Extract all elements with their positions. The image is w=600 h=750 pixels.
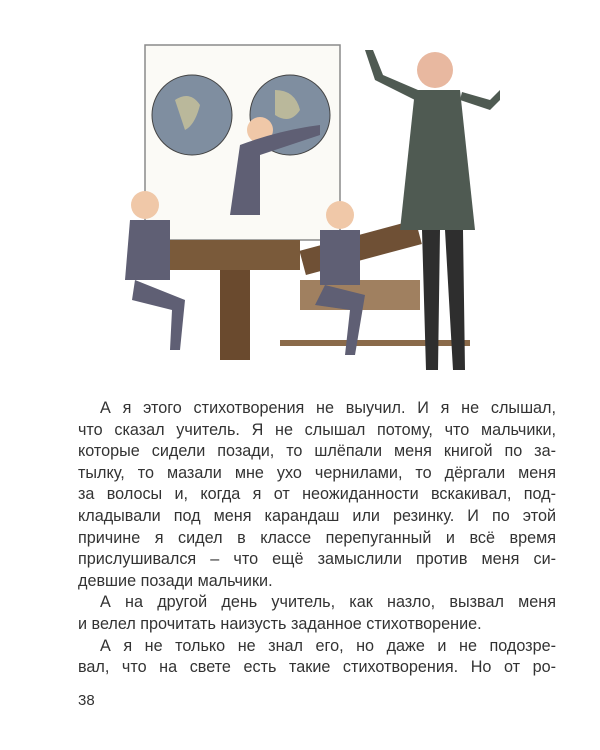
page-number: 38	[78, 692, 95, 709]
text-line: девшие позади мальчики.	[78, 571, 273, 590]
text-line: кладывали под меня карандаш или резинку. И по этой	[78, 506, 556, 525]
text-line: которые сидели позади, то шлёпали меня книгой по за-	[78, 442, 556, 461]
classroom-illustration	[100, 30, 500, 390]
text-line: причине я сидел в классе перепуганный и всё время	[78, 528, 556, 547]
text-line: А я этого стихотворения не выучил. И я не слышал,	[100, 399, 556, 417]
text-line: и велел прочитать наизусть заданное стихотворение.	[78, 614, 482, 633]
text-line: прислушивался – что ещё замыслили против меня си-	[78, 550, 556, 569]
text-line: А на другой день учитель, как назло, вызвал меня	[100, 593, 556, 612]
teacher	[365, 50, 500, 370]
desk-leg	[220, 270, 250, 360]
text-line: вал, что на свете есть такие стихотворения. Но от ро-	[78, 658, 556, 677]
text-line: что сказал учитель. Я не слышал потому, что мальчики,	[78, 420, 556, 439]
text-line: тылку, то мазали мне ухо чернилами, то дёргали меня	[78, 463, 556, 482]
text-line: за волосы и, когда я от неожиданности вскакивал, под-	[78, 485, 556, 504]
body-text	[78, 398, 556, 679]
text-line: А я не только не знал его, но даже и не подозре-	[100, 636, 556, 655]
floor-board	[280, 340, 470, 346]
